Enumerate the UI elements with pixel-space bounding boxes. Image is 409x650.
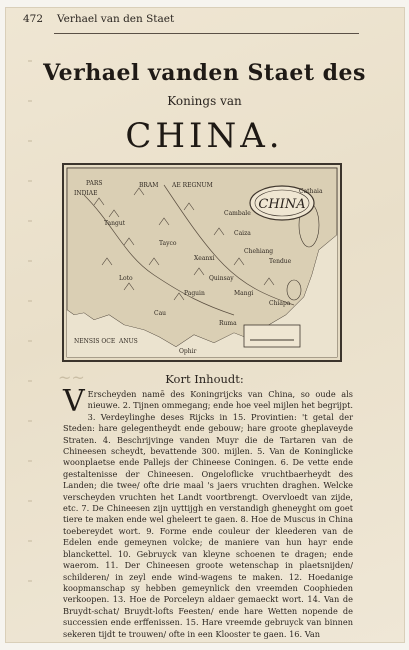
bleed-through-mark: ~~ <box>58 368 85 387</box>
title-line-3: CHINA. <box>125 116 284 156</box>
summary-paragraph: Erscheyden namē des Koningrijcks van China, so oude als nieuwe. 2. Tijnen ommegang; ende hoe veel mijlen het begrijpt. 3. Verdeylinghe deses Rijcks in 15. Provintien: 't getal der Steden: hare gelegentheydt ende gebouw; hare groote gheplaveyde Straten. 4. Beschrijvinge vanden Muyr die de Tartaren van de Chineesen scheydt, bevattende 300. mijlen. 5. Van de Koninglicke woonplaetse ende Pallejs der Chineese Coningen. 6. De vette ende gestaltenisse der Chineesen. Ongeloflicke vruchtbaerheydt des Landen; die twee/ ofte drie maal 's jaers vruchten draghen. Welcke verscheyden vruchten het Landt voortbrengt. Overvloedt van zijde, etc. 7. De Chineesen zijn uyttijgh en verstandigh gheneyght om goet tiere te maken ende wel gheleert te gaen. 8. Hoe de Muscus in China toebereydet wort. 9. Forme ende couleur der kleederen van de Edelen ende gemeynen volcke; de maniere van hun hayr ende blanckettel. 10. Gebruyck van kleyne schoenen te dragen; ende waerom. 11. Der Chineesen groote wetenschap in plaetsnijden/ schilderen/ in zeyl ende wind-wagens te maken. 12. Hoedanige koopmanschap sy hebben gemeynlick den vreemden Coophieden verkoopen. 13. Hoe de Porceleyn aldaer gemaeckt wort. 14. Van de Bruydt-schat/ Bruydt-lofts Feesten/ ende hare Wetten nopende de successien ende erffenissen. 15. Hare vreemde gebruyck van binnen sekeren tijdt te trouwen/ ofte in een Klooster te gaen. 16. Van <box>63 389 353 639</box>
map-label: Ruma <box>219 320 237 327</box>
map-label: Caiza <box>234 230 251 237</box>
map-label: Loto <box>119 275 133 282</box>
map-label: Paguin <box>184 290 205 297</box>
drop-cap: V <box>63 384 85 419</box>
map-label: AE REGNUM <box>172 182 213 189</box>
map-label: Tendue <box>269 258 292 265</box>
map-label: PARS <box>86 180 103 187</box>
map-label: INDIAE <box>74 190 98 197</box>
map-label: ANUS <box>119 338 138 345</box>
map-label: Chehiang <box>244 248 274 255</box>
map-label: Chiapa <box>269 300 291 307</box>
title-line-1: Verhael vanden Staet des <box>43 60 366 86</box>
map-label: Tangut <box>104 220 126 227</box>
map-label: Cau <box>154 310 167 317</box>
map-label: BRAM <box>139 182 159 189</box>
map-label: Ophir <box>179 348 197 355</box>
map-illustration <box>64 165 340 360</box>
map-label: Cathaia <box>299 188 323 195</box>
scale-ornament <box>244 325 300 347</box>
map-label: Xeanxi <box>194 255 215 262</box>
map-label: Tayco <box>159 240 177 247</box>
map-label: NENSIS OCE <box>74 338 116 345</box>
header-rule <box>54 33 359 34</box>
summary-text <box>63 384 353 640</box>
running-head-text: Verhael van den Staet <box>57 13 175 25</box>
title-line-2: Konings van <box>167 94 242 108</box>
map-label: Quinsay <box>209 275 234 282</box>
map-of-china <box>62 163 342 362</box>
running-head <box>23 13 175 25</box>
section-heading: Kort Inhoudt: <box>165 372 244 386</box>
map-label: Cambale <box>224 210 251 217</box>
map-label: Mangi <box>234 290 254 297</box>
page-number: 472 <box>23 13 44 25</box>
map-cartouche-text: CHINA <box>258 197 306 212</box>
